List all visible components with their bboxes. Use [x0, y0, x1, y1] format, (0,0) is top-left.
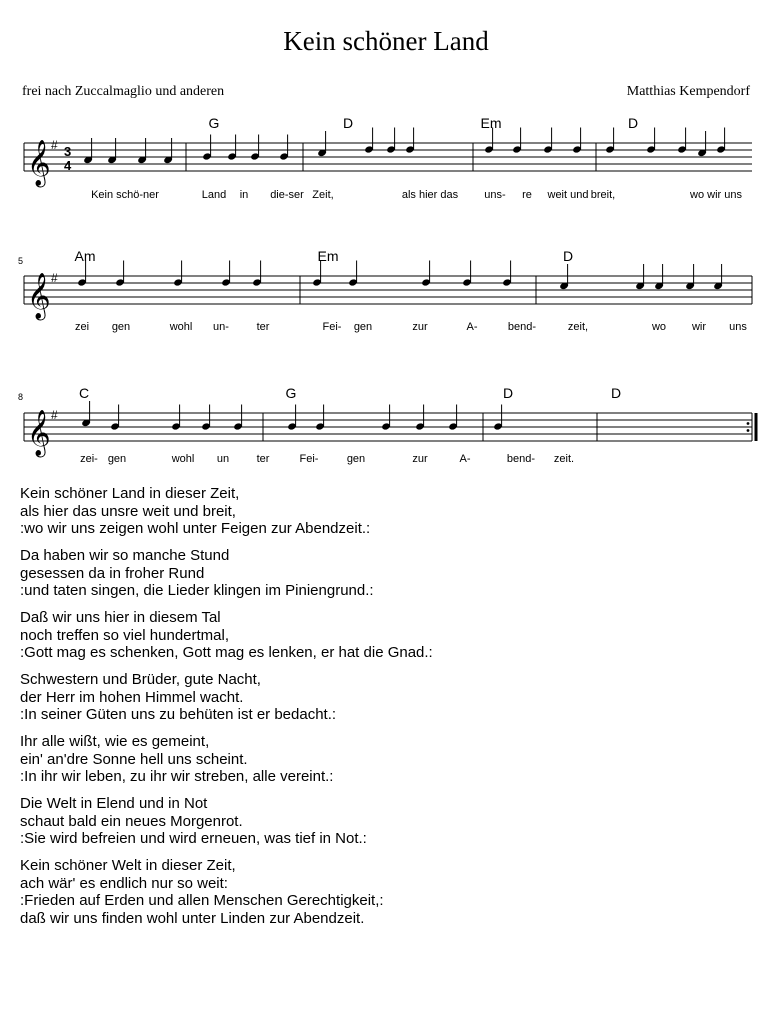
verse-1 — [20, 485, 750, 538]
verse-7 — [20, 857, 750, 927]
lyric-syllable: ter — [256, 453, 270, 465]
staff-system-3 — [18, 385, 756, 465]
lyric-syllable: gen — [346, 453, 366, 465]
measure-number: 5 — [18, 256, 24, 266]
measure-number: 8 — [18, 392, 24, 402]
chord-symbol: C — [78, 385, 90, 401]
treble-clef-icon: 𝄞 — [27, 141, 51, 185]
lyric-syllable: gen — [111, 321, 131, 333]
verse-2 — [20, 547, 750, 600]
lyric-syllable: gen — [107, 453, 127, 465]
lyric-syllable: A- — [459, 453, 471, 465]
verse-line: noch treffen so viel hundertmal, — [20, 626, 230, 644]
verse-line: gesessen da in froher Rund — [20, 564, 205, 582]
repeat-dot — [747, 422, 750, 425]
staff-system-1 — [24, 115, 752, 201]
verse-line: ach wär' es endlich nur so weit: — [20, 874, 228, 892]
verse-line: Ihr alle wißt, wie es gemeint, — [20, 733, 210, 750]
verse-line: :In ihr wir leben, zu ihr wir streben, alle vereint.: — [20, 768, 334, 785]
lyric-syllable: als hier das — [401, 189, 459, 201]
chord-symbol: D — [342, 115, 354, 131]
verses — [20, 485, 750, 937]
repeat-dot — [747, 429, 750, 432]
chord-symbol: D — [627, 115, 639, 131]
lyric-syllable: ter — [256, 321, 270, 333]
lyric-syllable: re — [522, 189, 532, 201]
lyric-syllable: Fei- — [322, 321, 342, 333]
lyric-syllable: zei- — [80, 453, 98, 465]
chord-symbol: Em — [317, 248, 339, 264]
verse-line: als hier das unsre weit und breit, — [20, 502, 236, 520]
staff-system-2 — [18, 248, 752, 333]
treble-clef-icon: 𝄞 — [27, 411, 51, 455]
verse-line: :wo wir uns zeigen wohl unter Feigen zur Abendzeit.: — [20, 520, 371, 537]
chord-symbol: D — [562, 248, 574, 264]
chord-symbol: D — [502, 385, 514, 401]
verse-line: Die Welt in Elend und in Not — [20, 795, 208, 812]
chord-symbol: D — [610, 385, 622, 401]
lyric-syllable: Land — [201, 189, 227, 201]
verse-line: Kein schöner Welt in dieser Zeit, — [20, 857, 236, 874]
verse-line: Schwestern und Brüder, gute Nacht, — [20, 671, 261, 688]
verse-5 — [20, 733, 750, 786]
verse-3 — [20, 609, 750, 662]
verse-line: Daß wir uns hier in diesem Tal — [20, 609, 221, 626]
lyric-syllable: Zeit, — [312, 189, 334, 201]
treble-clef-icon: 𝄞 — [27, 274, 51, 318]
lyric-syllable: die-ser — [270, 189, 304, 201]
lyric-syllable: wir — [691, 321, 707, 333]
lyric-syllable: uns — [729, 321, 747, 333]
verse-line: :In seiner Güten uns zu behüten ist er bedacht.: — [20, 706, 337, 723]
verse-line: schaut bald ein neues Morgenrot. — [20, 812, 243, 830]
composer: Matthias Kempendorf — [626, 84, 750, 99]
lyric-syllable: wo — [651, 321, 667, 333]
chord-symbol: G — [208, 115, 220, 131]
key-signature-sharp-icon: # — [51, 138, 58, 152]
verse-line: :Sie wird befreien und wird erneuen, was tief in Not.: — [20, 830, 367, 847]
verse-line: Kein schöner Land in dieser Zeit, — [20, 485, 240, 502]
lyric-syllable: wo wir uns — [690, 189, 742, 201]
verse-line: daß wir uns finden wohl unter Linden zur Abendzeit. — [20, 909, 365, 927]
arranger-note: frei nach Zuccalmaglio und anderen — [22, 84, 225, 99]
lyric-syllable: A- — [466, 321, 478, 333]
lyric-syllable: zeit, — [567, 321, 589, 333]
key-signature-sharp-icon: # — [51, 408, 58, 422]
lyric-syllable: Kein schö-ner — [91, 189, 159, 201]
song-title: Kein schöner Land — [283, 26, 489, 56]
verse-line: der Herr im hohen Himmel wacht. — [20, 688, 244, 706]
lyric-syllable: un — [216, 453, 230, 465]
lyric-syllable: wohl — [171, 453, 195, 465]
lyric-syllable: zeit. — [553, 453, 575, 465]
lyric-syllable: weit und — [547, 189, 589, 201]
lyric-syllable: uns- — [484, 189, 506, 201]
lyric-syllable: gen — [353, 321, 373, 333]
lyric-syllable: zei — [74, 321, 90, 333]
verse-line: Da haben wir so manche Stund — [20, 547, 230, 564]
verse-line: ein' an'dre Sonne hell uns scheint. — [20, 750, 248, 768]
verse-4 — [20, 671, 750, 724]
lyric-syllable: breit, — [590, 189, 616, 201]
lyric-syllable: in — [239, 189, 249, 201]
verse-line: :Frieden auf Erden und allen Menschen Gerechtigkeit,: — [20, 892, 384, 909]
verse-line: :und taten singen, die Lieder klingen im Piniengrund.: — [20, 582, 374, 599]
chord-symbol: Em — [480, 115, 502, 131]
time-signature-top: 3 — [64, 144, 72, 159]
lyric-syllable: Fei- — [299, 453, 319, 465]
lyric-syllable: bend- — [506, 453, 536, 465]
sheet-music — [0, 110, 772, 470]
time-signature-bottom: 4 — [64, 158, 72, 173]
lyric-syllable: bend- — [507, 321, 537, 333]
key-signature-sharp-icon: # — [51, 271, 58, 285]
lyric-syllable: wohl — [169, 321, 193, 333]
verse-line: :Gott mag es schenken, Gott mag es lenken, er hat die Gnad.: — [20, 644, 433, 661]
lyric-syllable: zur — [412, 321, 428, 333]
lyric-syllable: un- — [213, 321, 229, 333]
verse-6 — [20, 795, 750, 848]
chord-symbol: Am — [74, 248, 96, 264]
chord-symbol: G — [285, 385, 297, 401]
lyric-syllable: zur — [412, 453, 428, 465]
